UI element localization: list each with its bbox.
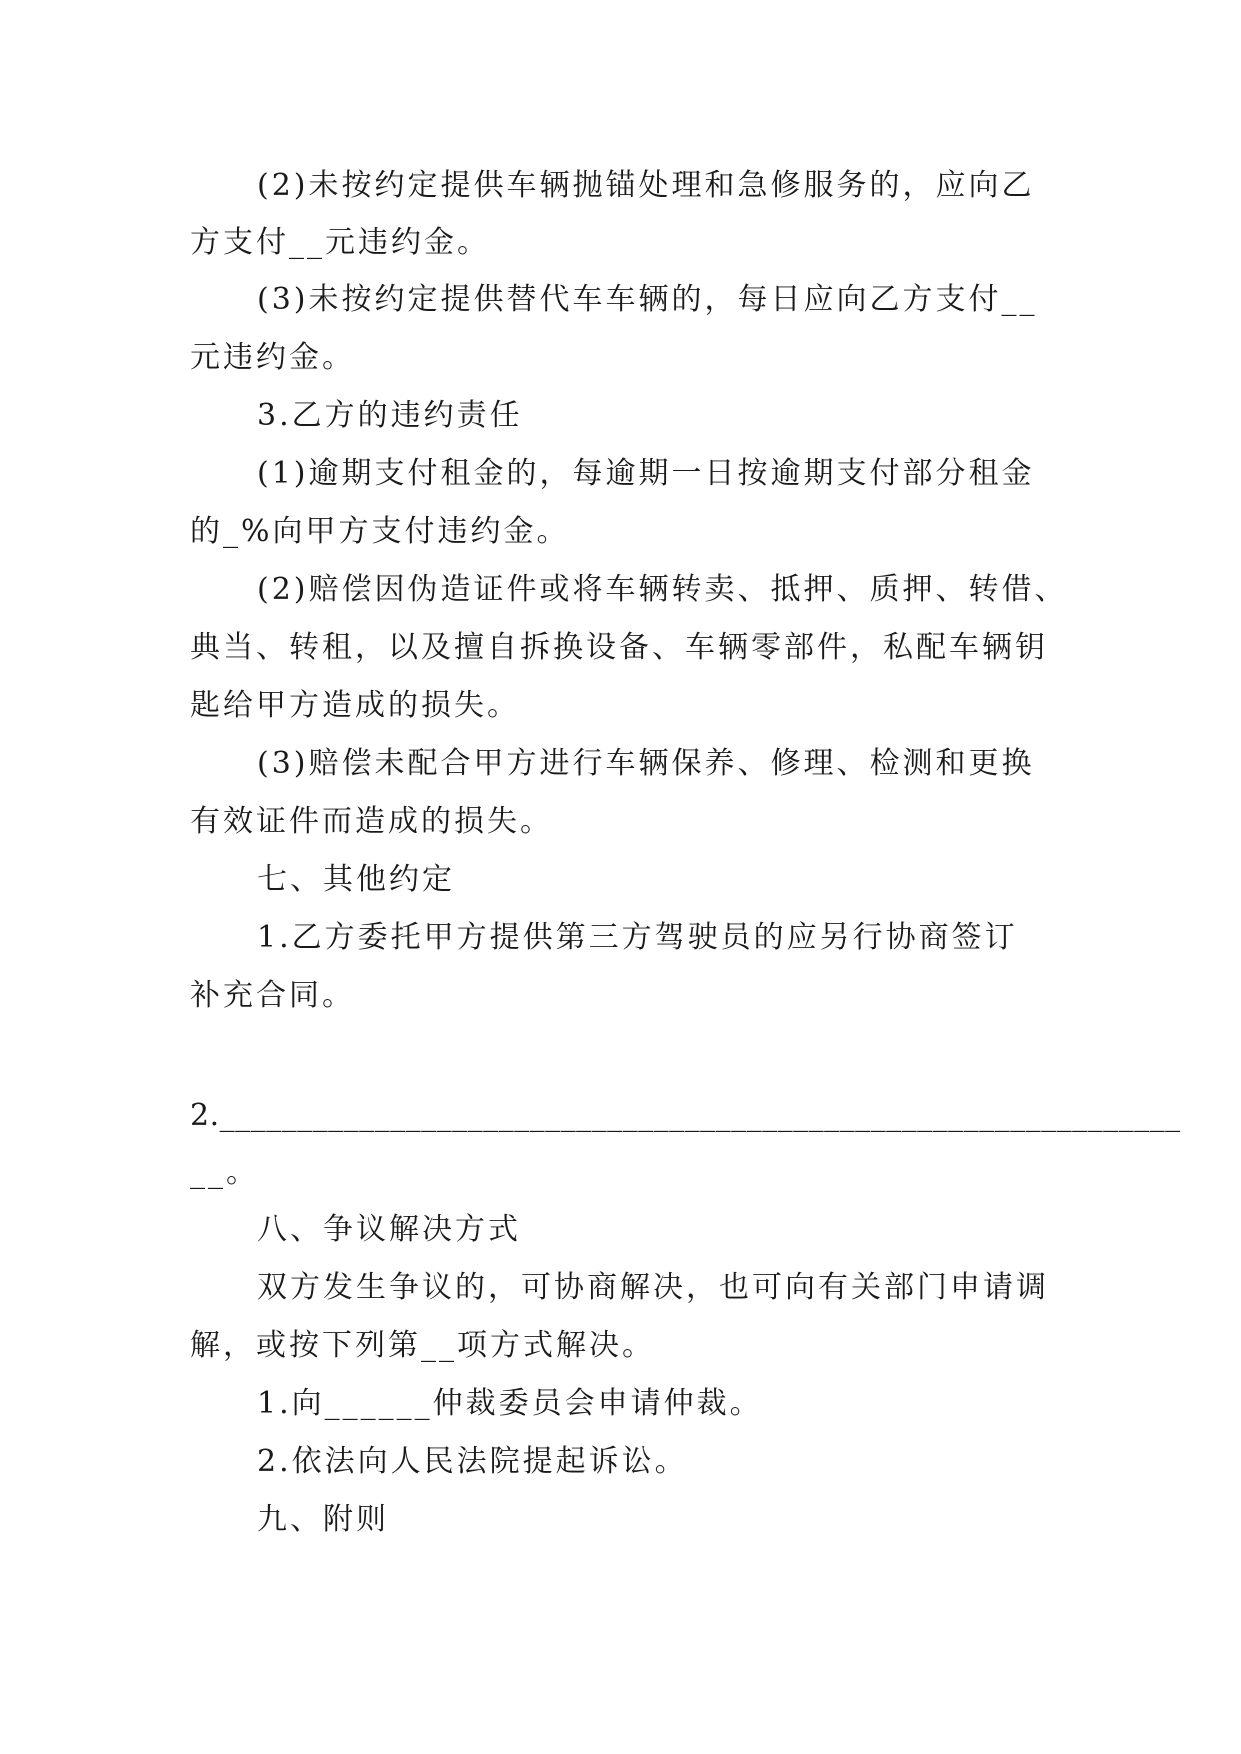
clause-line: 双方发生争议的，可协商解决，也可向有关部门申请调 bbox=[257, 1270, 1049, 1305]
section-heading: 3.乙方的违约责任 bbox=[257, 398, 523, 433]
section-heading: 八、争议解决方式 bbox=[257, 1212, 521, 1247]
clause-line: 有效证件而造成的损失。 bbox=[190, 804, 553, 839]
clause-line: 元违约金。 bbox=[190, 340, 355, 375]
clause-line: (1)逾期支付租金的，每逾期一日按逾期支付部分租金 bbox=[257, 456, 1035, 491]
clause-line: 补充合同。 bbox=[190, 978, 355, 1013]
blank-line: __。 bbox=[190, 1155, 259, 1190]
blank-line: 2.______________________________________________________________ bbox=[190, 1098, 1181, 1133]
clause-line: 解，或按下列第__项方式解决。 bbox=[190, 1328, 655, 1363]
clause-line: 典当、转租，以及擅自拆换设备、车辆零部件，私配车辆钥 bbox=[190, 630, 1048, 665]
section-heading: 七、其他约定 bbox=[257, 862, 455, 897]
clause-line: 2.依法向人民法院提起诉讼。 bbox=[257, 1444, 688, 1479]
clause-line: 1.向______仲裁委员会申请仲裁。 bbox=[257, 1386, 763, 1421]
clause-line: 方支付__元违约金。 bbox=[190, 225, 490, 260]
clause-line: (3)未按约定提供替代车车辆的，每日应向乙方支付__ bbox=[257, 282, 1038, 317]
clause-line: (3)赔偿未配合甲方进行车辆保养、修理、检测和更换 bbox=[257, 746, 1035, 781]
clause-line: 匙给甲方造成的损失。 bbox=[190, 688, 520, 723]
section-heading: 九、附则 bbox=[257, 1502, 389, 1537]
clause-line: (2)未按约定提供车辆抛锚处理和急修服务的，应向乙 bbox=[257, 168, 1035, 203]
clause-line: (2)赔偿因伪造证件或将车辆转卖、抵押、质押、转借、 bbox=[257, 572, 1068, 607]
clause-line: 的_%向甲方支付违约金。 bbox=[190, 514, 570, 549]
clause-line: 1.乙方委托甲方提供第三方驾驶员的应另行协商签订 bbox=[257, 920, 1018, 955]
